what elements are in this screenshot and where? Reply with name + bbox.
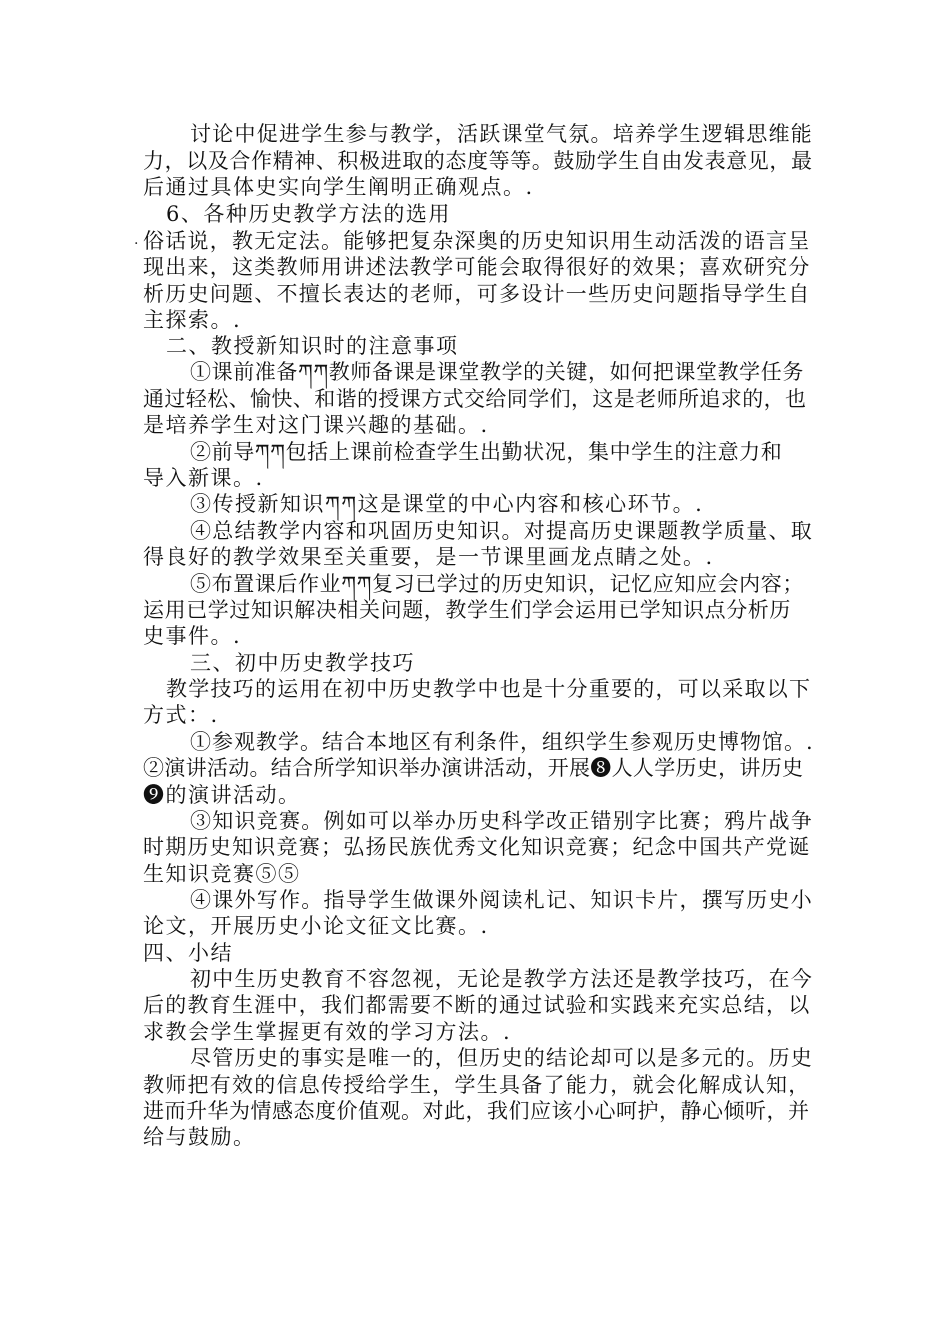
section-heading: 三、初中历史教学技巧: [190, 651, 415, 675]
text-line: ④总结教学内容和巩固历史知识。对提高历史课题教学质量、取: [190, 519, 813, 543]
text-line: 论文，开展历史小论文征文比赛。.: [143, 914, 489, 938]
text-line: 讨论中促进学生参与教学，活跃课堂气氛。培养学生逻辑思维能: [190, 122, 813, 146]
text-line: 教师把有效的信息传授给学生，学生具备了能力，就会化解成认知，: [143, 1073, 811, 1097]
text-line: ①课前准备ཀཀ教师备课是课堂教学的关键，如何把课堂教学任务: [190, 360, 804, 384]
text-line: 现出来，这类教师用讲述法教学可能会取得很好的效果；喜欢研究分: [143, 255, 811, 279]
text-line: 尽管历史的事实是唯一的，但历史的结论却可以是多元的。历史: [190, 1046, 813, 1070]
text-line: ③传授新知识ཀཀ这是课堂的中心内容和核心环节。.: [190, 492, 704, 516]
text-line: 进而升华为情感态度价值观。对此，我们应该小心呵护，静心倾听，并: [143, 1099, 810, 1123]
text-line: ④课外写作。指导学生做课外阅读札记、知识卡片，撰写历史小: [190, 888, 813, 912]
bullet-dot: .: [134, 232, 139, 248]
text-line: 方式：.: [143, 703, 219, 727]
text-line: ③知识竞赛。例如可以举办历史科学改正错别字比赛；鸦片战争: [190, 809, 813, 833]
text-line: 是培养学生对这门课兴趣的基础。.: [143, 413, 489, 437]
text-line: 得良好的教学效果至关重要，是一节课里画龙点睛之处。.: [143, 545, 714, 569]
text-line: 导入新课。.: [143, 466, 264, 490]
text-line: 后的教育生涯中，我们都需要不断的通过试验和实践来充实总结，以: [143, 993, 811, 1017]
text-line: ②前导ཀཀ包括上课前检查学生出勤状况，集中学生的注意力和: [190, 440, 783, 464]
text-line: 时期历史知识竞赛；弘扬民族优秀文化知识竞赛；纪念中国共产党诞: [143, 835, 811, 859]
text-line: ①参观教学。结合本地区有利条件，组织学生参观历史博物馆。.: [190, 730, 814, 754]
text-line: ❾的演讲活动。: [143, 783, 301, 807]
text-line: 通过轻松、愉快、和谐的授课方式交给同学们，这是老师所追求的，也: [143, 387, 807, 411]
text-line: 后通过具体史实向学生阐明正确观点。.: [143, 175, 534, 199]
text-line: 运用已学过知识解决相关问题，教学生们学会运用已学知识点分析历: [143, 598, 791, 622]
text-line: 求教会学生掌握更有效的学习方法。.: [143, 1020, 512, 1044]
text-line: 主探索。.: [143, 308, 242, 332]
section-heading: 四、小结: [143, 941, 233, 965]
text-line: 初中生历史教育不容忽视，无论是教学方法还是教学技巧，在今: [190, 967, 813, 991]
text-line: 俗话说，教无定法。能够把复杂深奥的历史知识用生动活泼的语言呈: [143, 229, 811, 253]
section-heading: 6、各种历史教学方法的选用: [166, 202, 451, 226]
text-line: 史事件。.: [143, 624, 242, 648]
text-line: 力，以及合作精神、积极进取的态度等等。鼓励学生自由发表意见，最: [143, 149, 813, 173]
text-line: 教学技巧的运用在初中历史教学中也是十分重要的，可以采取以下: [166, 677, 812, 701]
text-line: 给与鼓励。: [143, 1125, 256, 1149]
text-line: ⑤布置课后作业ཀཀ复习已学过的历史知识，记忆应知应会内容；: [190, 572, 804, 596]
section-heading: 二、教授新知识时的注意事项: [166, 334, 459, 358]
text-line: 生知识竞赛⑤⑤: [143, 862, 301, 886]
text-line: ②演讲活动。结合所学知识举办演讲活动，开展❽人人学历史，讲历史: [143, 756, 804, 780]
text-line: 析历史问题、不擅长表达的老师，可多设计一些历史问题指导学生自: [143, 282, 811, 306]
